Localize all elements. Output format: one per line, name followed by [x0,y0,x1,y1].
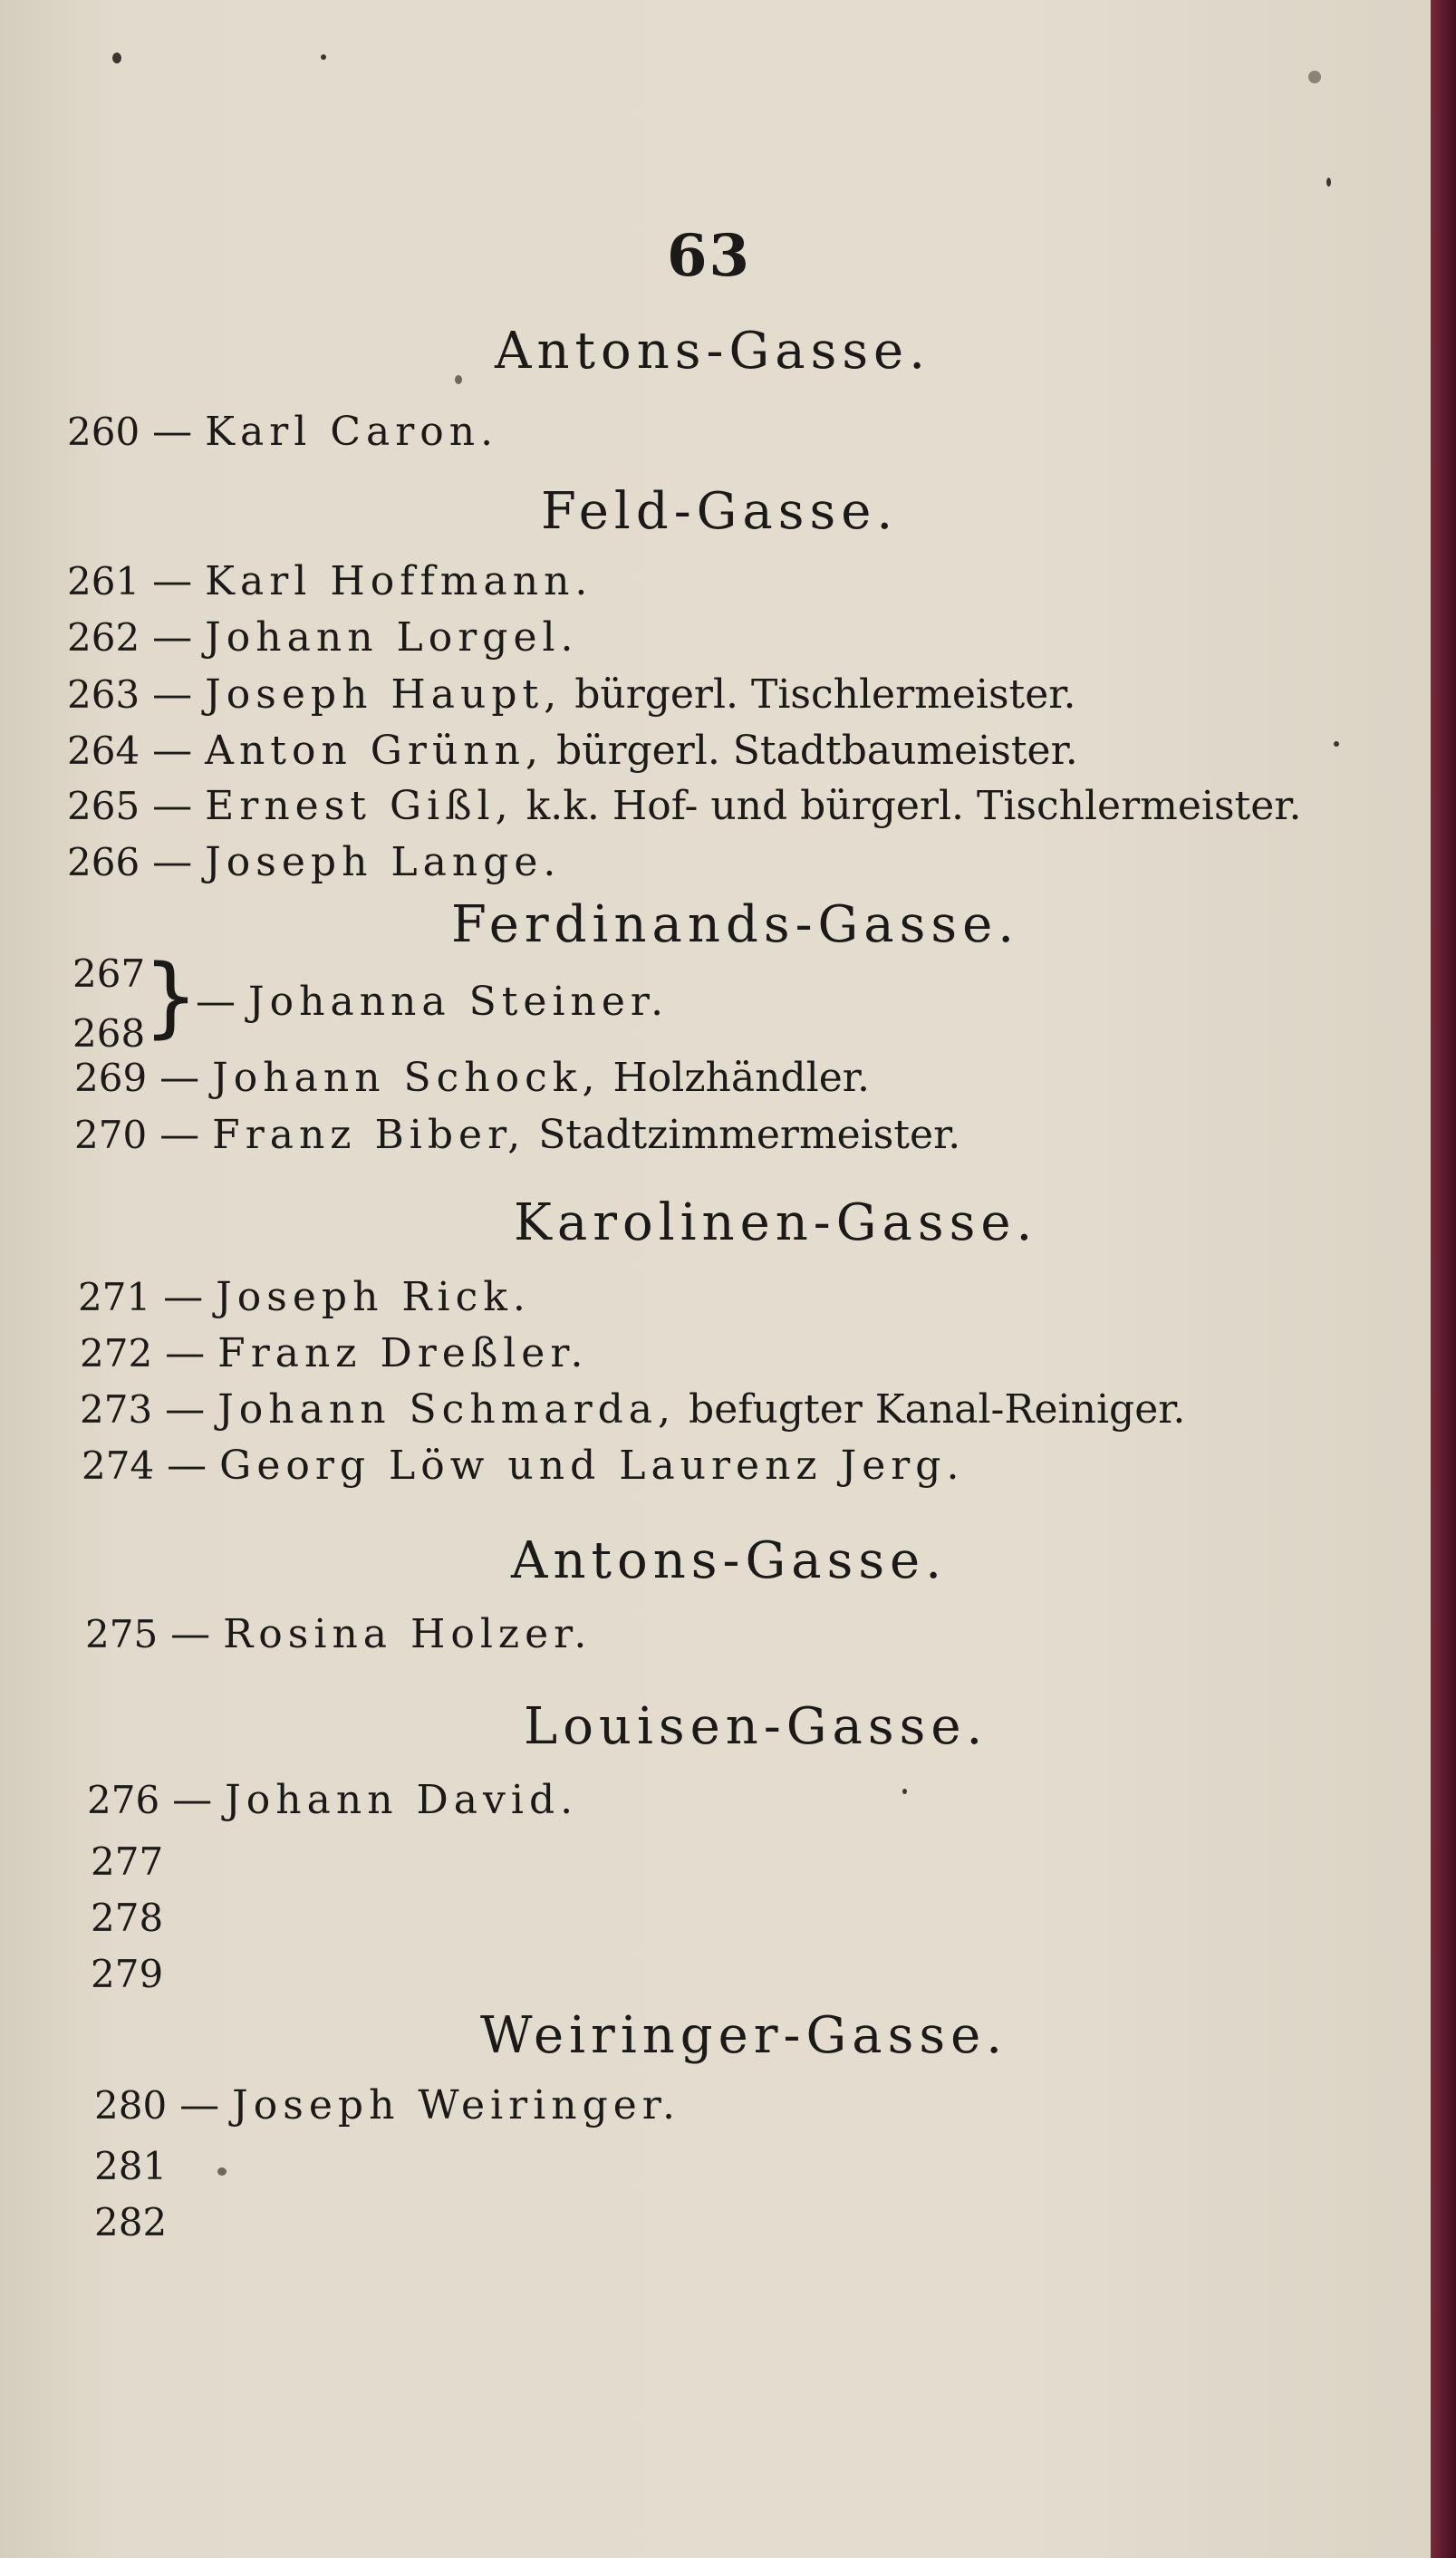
list-item [196,979,670,1025]
list-item [67,728,1078,774]
resident-name: Georg Löw und Laurenz Jerg. [219,1443,965,1489]
resident-name: Karl Hoffmann. [205,558,593,604]
resident-name: Ernest Gißl, [205,783,514,829]
house-number: 276 [87,1778,160,1822]
occupation: Holzhändler. [612,1055,870,1101]
list-item [87,1777,579,1823]
dash: — [152,409,193,455]
list-item [67,783,1302,829]
paper-speck [1326,178,1331,187]
dash: — [179,2082,220,2128]
house-number: 272 [80,1331,153,1376]
dash: — [167,1443,207,1489]
resident-name: Johann Schock, [212,1055,601,1101]
house-number: 269 [74,1056,148,1100]
street-heading: Weiringer-Gasse. [480,2006,1008,2065]
resident-name: Johanna Steiner. [248,979,670,1025]
house-number: 262 [67,615,140,660]
list-item [94,2082,680,2128]
house-number: 263 [67,672,140,717]
dash: — [170,1611,211,1657]
resident-name: Joseph Weiringer. [232,2082,680,2128]
dash: — [152,671,193,718]
dash: — [152,783,193,829]
dash: — [152,614,193,661]
paper-speck [902,1789,907,1794]
occupation: Stadtzimmermeister. [538,1112,961,1158]
house-number: 277 [91,1839,164,1884]
list-item [67,614,579,661]
dash: — [165,1330,206,1376]
house-number: 281 [94,2144,168,2188]
dash: — [163,1274,204,1320]
list-item [67,409,499,455]
dash: — [152,728,193,774]
occupation: befugter Kanal-Reiniger. [689,1386,1186,1433]
resident-name: Anton Grünn, [205,728,544,774]
list-item [67,839,562,885]
page-number: 63 [667,222,752,290]
occupation: bürgerl. Stadtbaumeister. [555,728,1078,774]
street-heading: Louisen-Gasse. [524,1697,988,1756]
house-number: 270 [74,1113,148,1157]
house-number: 280 [94,2083,168,2128]
dash: — [172,1777,213,1823]
street-heading: Feld-Gasse. [541,482,899,541]
list-item [85,1611,593,1657]
resident-name: Franz Biber, [212,1112,526,1158]
dash: — [152,558,193,604]
list-item [74,1112,961,1158]
house-number: 278 [91,1896,164,1940]
paper-speck [1334,741,1339,747]
dash: — [196,979,236,1025]
resident-name: Joseph Lange. [205,839,562,885]
house-number: 279 [91,1952,164,1996]
house-number: 268 [72,1011,146,1056]
house-number: 266 [67,840,140,884]
book-spine-edge [1431,0,1456,2558]
paper-speck [217,2167,227,2176]
resident-name: Karl Caron. [205,409,499,455]
resident-name: Johann Lorgel. [205,614,579,661]
house-number: 273 [80,1387,153,1432]
street-heading: Ferdinands-Gasse. [451,895,1020,954]
list-item [67,558,593,604]
house-number: 274 [82,1443,155,1488]
list-item [74,1055,870,1101]
house-number: 267 [72,951,146,996]
street-heading: Antons-Gasse. [495,322,930,381]
house-number: 260 [67,410,140,454]
resident-name: Johann David. [225,1777,579,1823]
paper-speck [1308,71,1321,83]
dash: — [159,1112,200,1158]
paper-speck [321,54,326,60]
house-number: 275 [85,1612,159,1656]
house-number: 264 [67,729,140,773]
dash: — [152,839,193,885]
dash: — [159,1055,200,1101]
resident-name: Rosina Holzer. [223,1611,593,1657]
house-number: 271 [78,1275,151,1319]
paper-speck [455,375,462,384]
list-item [80,1330,589,1376]
list-item [80,1386,1186,1433]
street-heading: Antons-Gasse. [511,1531,947,1590]
resident-name: Joseph Rick. [216,1274,531,1320]
street-heading: Karolinen-Gasse. [514,1193,1038,1252]
occupation: bürgerl. Tischlermeister. [574,671,1076,718]
dash: — [165,1386,206,1433]
house-number: 282 [94,2200,168,2244]
list-item [78,1274,531,1320]
list-item [67,671,1076,718]
resident-name: Johann Schmarda, [217,1386,677,1433]
occupation: k.k. Hof- und bürgerl. Tischlermeister. [526,783,1302,829]
house-number: 265 [67,784,140,828]
list-item [82,1443,965,1489]
resident-name: Joseph Haupt, [205,671,563,718]
house-number: 261 [67,559,140,603]
resident-name: Franz Dreßler. [217,1330,589,1376]
paper-speck [112,53,121,63]
brace-glyph: } [143,946,199,1047]
